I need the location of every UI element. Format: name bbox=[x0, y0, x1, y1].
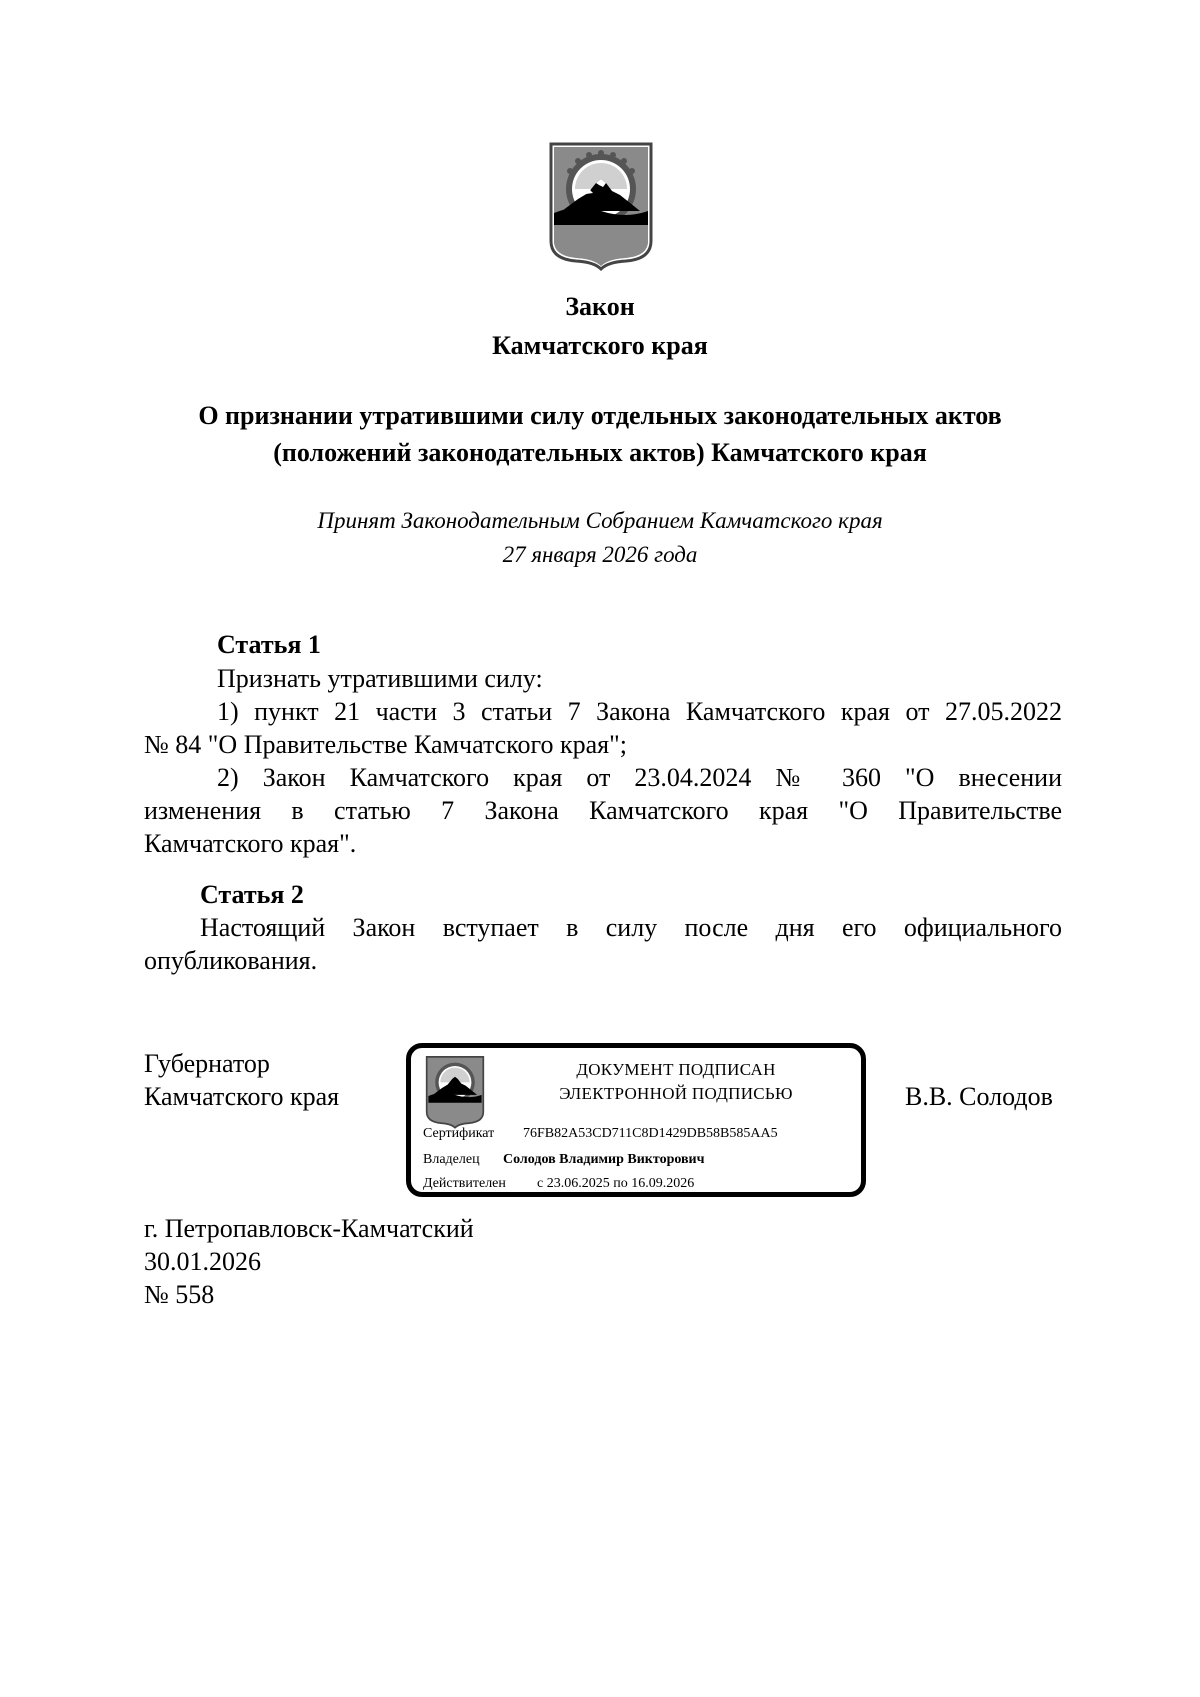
article-1-item-2-line-1: 2) Закон Камчатского края от 23.04.2024 № 360 "О внесении bbox=[217, 763, 1062, 792]
law-number: № 558 bbox=[144, 1280, 215, 1309]
law-title: Закон bbox=[565, 292, 635, 321]
signatory-position-line-1: Губернатор bbox=[144, 1049, 270, 1078]
stamp-coat-of-arms-icon bbox=[425, 1055, 485, 1129]
stamp-heading-line-2: ЭЛЕКТРОННОЙ ПОДПИСЬЮ bbox=[559, 1084, 793, 1103]
electronic-signature-stamp bbox=[406, 1043, 866, 1197]
stamp-validity-label: Действителен bbox=[423, 1176, 506, 1191]
stamp-owner-value: Солодов Владимир Викторович bbox=[503, 1152, 705, 1167]
signatory-position-line-2: Камчатского края bbox=[144, 1082, 340, 1111]
article-1-item-1-line-2: № 84 "О Правительстве Камчатского края"; bbox=[144, 730, 627, 759]
place-of-signing: г. Петропавловск-Камчатский bbox=[144, 1214, 474, 1243]
stamp-owner-row bbox=[423, 1152, 705, 1168]
signing-date: 30.01.2026 bbox=[144, 1247, 261, 1276]
law-subject-line-1: О признании утратившими силу отдельных законодательных актов bbox=[198, 401, 1002, 430]
adoption-note-line-2: 27 января 2026 года bbox=[502, 542, 698, 567]
stamp-certificate-row bbox=[423, 1126, 778, 1142]
stamp-owner-label: Владелец bbox=[423, 1152, 480, 1167]
article-1-heading: Статья 1 bbox=[217, 630, 321, 659]
article-2-heading: Статья 2 bbox=[200, 880, 304, 909]
stamp-validity-row bbox=[423, 1176, 694, 1192]
article-1-item-2-line-3: Камчатского края". bbox=[144, 829, 357, 858]
adoption-note-line-1: Принят Законодательным Собранием Камчатского края bbox=[317, 508, 883, 533]
stamp-certificate-value: 76FB82A53CD711C8D1429DB58B585AA5 bbox=[523, 1126, 778, 1141]
article-1-item-2-line-2: изменения в статью 7 Закона Камчатского края "О Правительстве bbox=[144, 796, 1062, 825]
signatory-name: В.В. Солодов bbox=[905, 1082, 1053, 1111]
article-1-intro: Признать утратившими силу: bbox=[217, 664, 543, 693]
stamp-heading-line-1: ДОКУМЕНТ ПОДПИСАН bbox=[576, 1060, 776, 1079]
stamp-validity-value: с 23.06.2025 по 16.09.2026 bbox=[537, 1176, 695, 1191]
coat-of-arms-icon bbox=[548, 141, 654, 271]
law-region: Камчатского края bbox=[492, 331, 708, 360]
article-2-text-line-2: опубликования. bbox=[144, 946, 318, 975]
article-2-text-line-1: Настоящий Закон вступает в силу после дня его официального bbox=[200, 913, 1062, 942]
law-subject-line-2: (положений законодательных актов) Камчатского края bbox=[273, 438, 927, 467]
stamp-certificate-label: Сертификат bbox=[423, 1126, 495, 1141]
article-1-item-1-line-1: 1) пункт 21 части 3 статьи 7 Закона Камчатского края от 27.05.2022 bbox=[217, 697, 1062, 726]
